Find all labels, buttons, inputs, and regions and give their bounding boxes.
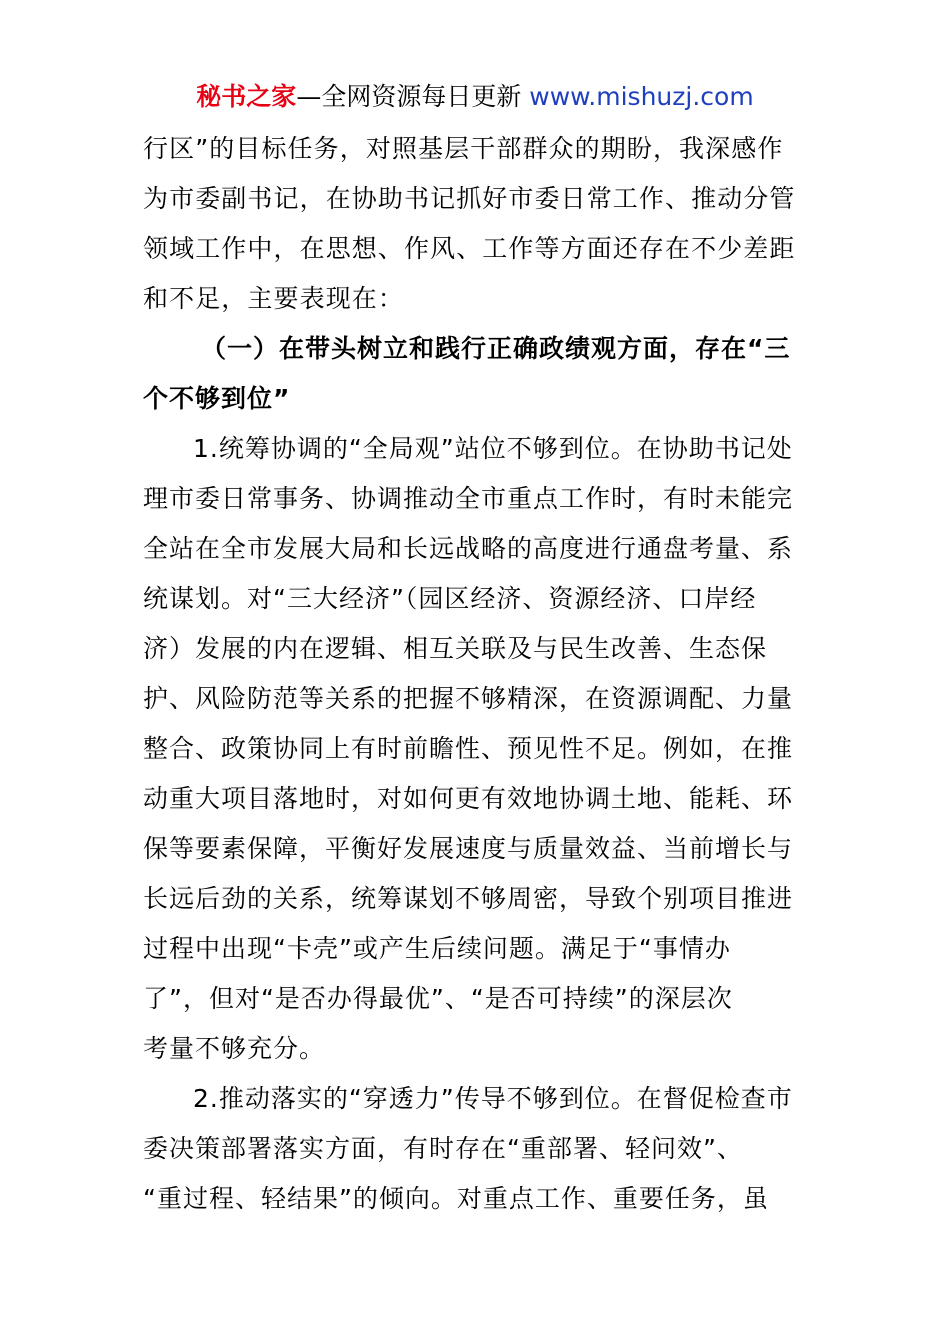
site-header: [0, 80, 950, 114]
text-line: 济）发展的内在逻辑、相互关联及与民生改善、生态保: [143, 634, 768, 663]
section-heading-continued: 个不够到位”: [143, 384, 291, 413]
text-line: 保等要素保障，平衡好发展速度与质量效益、当前增长与: [143, 834, 794, 863]
text-line: 和不足，主要表现在：: [143, 284, 405, 313]
paragraph-start: 2.推动落实的“穿透力”传导不够到位。在督促检查市: [193, 1084, 793, 1113]
text-line: 整合、政策协同上有时前瞻性、预见性不足。例如，在推: [143, 734, 794, 763]
text-line: 动重大项目落地时，对如何更有效地协调土地、能耗、环: [143, 784, 794, 813]
text-line: 长远后劲的关系，统筹谋划不够周密，导致个别项目推进: [143, 884, 794, 913]
site-url-link[interactable]: www.mishuzj.com: [529, 82, 754, 111]
text-line: 为市委副书记，在协助书记抓好市委日常工作、推动分管: [143, 184, 796, 213]
document-body: [143, 124, 807, 1224]
text-line: “重过程、轻结果”的倾向。对重点工作、重要任务，虽: [143, 1184, 769, 1213]
header-tagline: —全网资源每日更新: [296, 82, 530, 111]
section-heading: （一）在带头树立和践行正确政绩观方面，存在“三: [201, 334, 791, 363]
text-line: 过程中出现“卡壳”或产生后续问题。满足于“事情办: [143, 934, 731, 963]
brand-name: 秘书之家: [196, 82, 297, 111]
text-line: 行区”的目标任务，对照基层干部群众的期盼，我深感作: [143, 134, 784, 163]
text-line: 统谋划。对“三大经济”（园区经济、资源经济、口岸经: [143, 584, 757, 613]
text-line: 全站在全市发展大局和长远战略的高度进行通盘考量、系: [143, 534, 794, 563]
text-line: 了”，但对“是否办得最优”、“是否可持续”的深层次: [143, 984, 733, 1013]
paragraph-start: 1.统筹协调的“全局观”站位不够到位。在协助书记处: [193, 434, 793, 463]
text-line: 护、风险防范等关系的把握不够精深，在资源调配、力量: [143, 684, 794, 713]
text-line: 考量不够充分。: [143, 1034, 326, 1063]
text-line: 委决策部署落实方面，有时存在“重部署、轻问效”、: [143, 1134, 743, 1163]
text-line: 理市委日常事务、协调推动全市重点工作时，有时未能完: [143, 484, 794, 513]
text-line: 领域工作中，在思想、作风、工作等方面还存在不少差距: [143, 234, 796, 263]
